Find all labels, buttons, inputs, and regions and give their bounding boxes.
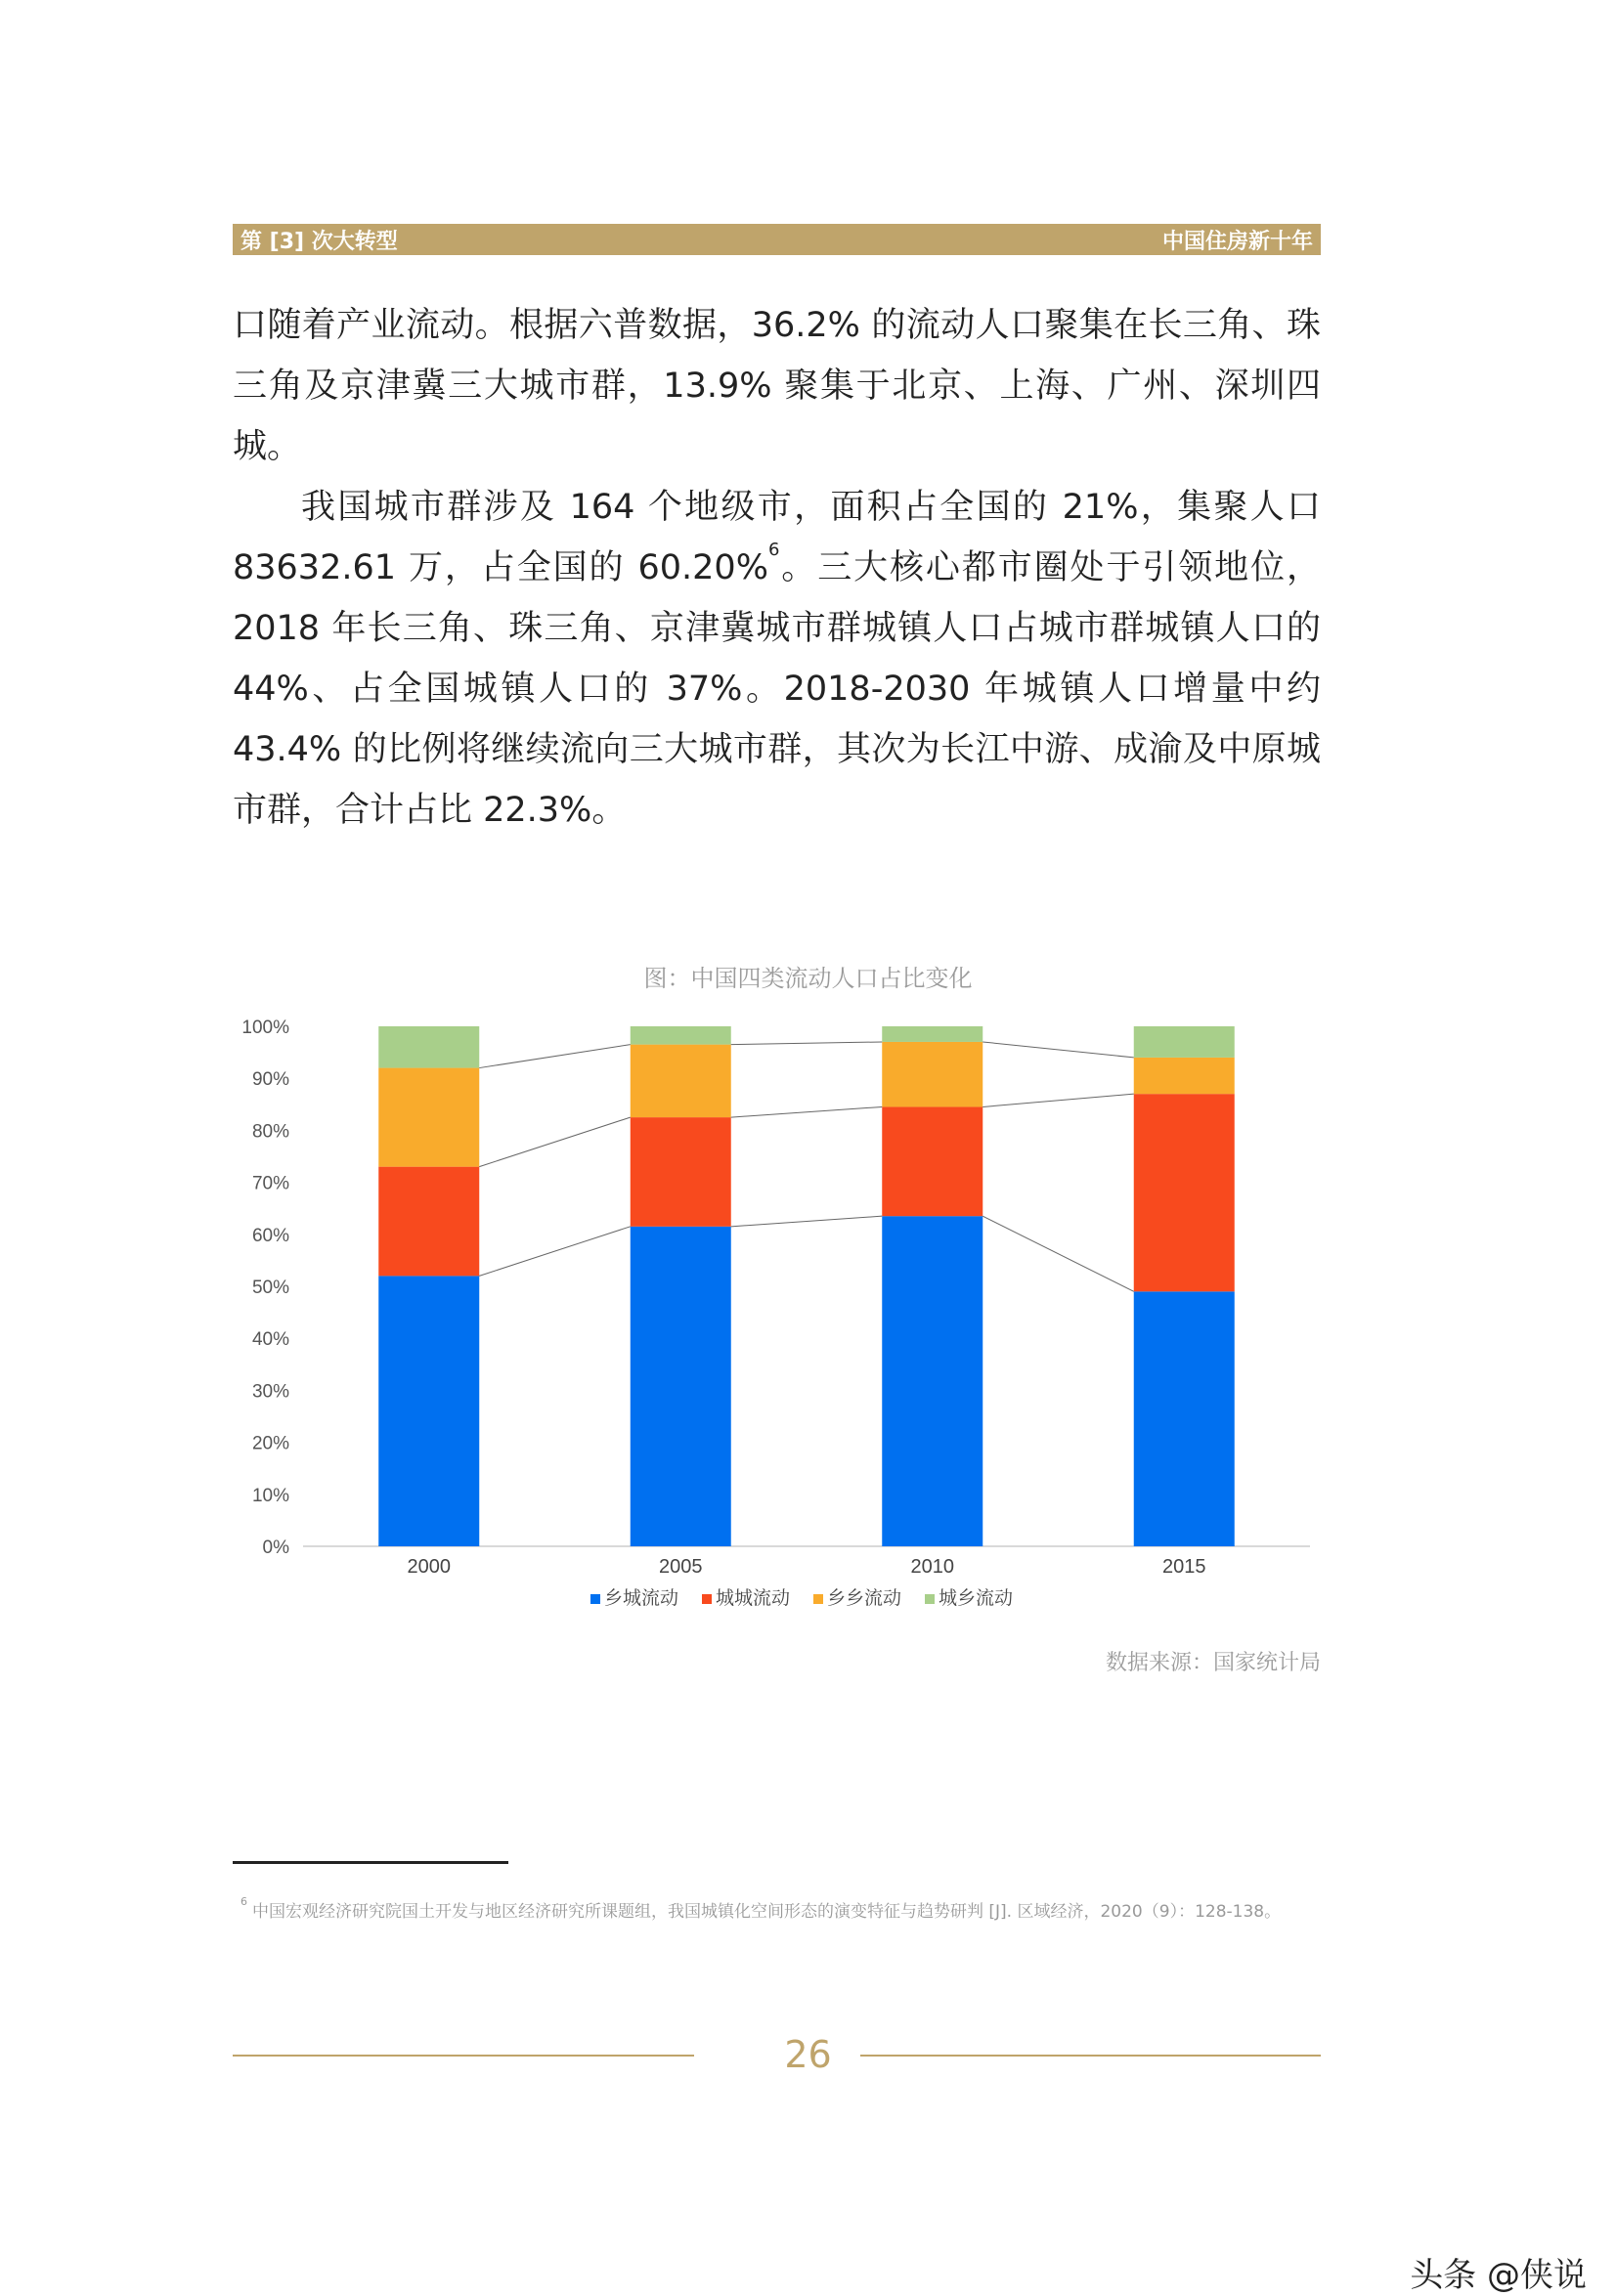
paragraph-2 <box>233 477 1321 841</box>
y-tick-label: 10% <box>251 1485 289 1506</box>
chapter-title: 第 [3] 次大转型 <box>240 229 398 254</box>
y-tick-label: 70% <box>251 1173 289 1194</box>
bar-segment <box>631 1026 731 1045</box>
bar-segment <box>378 1167 479 1277</box>
watermark: 头条 @侠说 <box>1410 2256 1587 2295</box>
x-tick-label: 2010 <box>910 1556 954 1578</box>
footnote-marker: 6 <box>240 1895 247 1908</box>
page-rule-right <box>860 2055 1321 2057</box>
bar-segment <box>882 1042 983 1107</box>
bar-segment <box>882 1216 983 1546</box>
series-line <box>479 1045 631 1068</box>
y-tick-label: 20% <box>251 1433 289 1454</box>
series-line <box>731 1042 883 1045</box>
bar-segment <box>378 1026 479 1068</box>
bar-segment <box>1134 1291 1235 1546</box>
footnote-text: 中国宏观经济研究院国土开发与地区经济研究所课题组，我国城镇化空间形态的演变特征与趋势研判 [J]. 区域经济，2020（9）：128-138。 <box>252 1902 1282 1922</box>
series-line <box>731 1106 883 1117</box>
series-line <box>983 1094 1134 1106</box>
bar-segment <box>882 1106 983 1216</box>
footnote <box>240 1895 1282 1922</box>
bar-segment <box>631 1045 731 1117</box>
y-tick-label: 100% <box>241 1018 289 1038</box>
y-tick-label: 0% <box>262 1538 289 1558</box>
series-line <box>731 1216 883 1227</box>
legend-swatch <box>925 1594 935 1604</box>
legend-label: 城城流动 <box>716 1587 791 1609</box>
legend-swatch <box>702 1594 712 1604</box>
legend-swatch <box>590 1594 600 1604</box>
legend-label: 乡城流动 <box>604 1587 679 1609</box>
y-tick-label: 40% <box>251 1329 289 1351</box>
paragraph-2-text-a: 我国城市群涉及 164 个地级市，面积占全国的 21%，集聚人口 83632.61 万，占全国的 60.20% <box>233 488 1321 587</box>
series-line <box>983 1042 1134 1058</box>
bar-segment <box>882 1026 983 1042</box>
legend-label: 城乡流动 <box>939 1587 1014 1609</box>
series-line <box>479 1117 631 1167</box>
chart-title: 图：中国四类流动人口占比变化 <box>643 965 973 992</box>
bar-segment <box>631 1117 731 1227</box>
x-tick-label: 2000 <box>407 1556 451 1578</box>
x-tick-label: 2015 <box>1162 1556 1206 1578</box>
y-tick-label: 80% <box>251 1121 289 1143</box>
y-tick-label: 60% <box>251 1225 289 1246</box>
y-tick-label: 30% <box>251 1381 289 1403</box>
bar-segment <box>1134 1058 1235 1094</box>
legend-label: 乡乡流动 <box>827 1587 902 1609</box>
bar-segment <box>631 1227 731 1546</box>
series-line <box>479 1227 631 1277</box>
paragraph-1: 口随着产业流动。根据六普数据，36.2% 的流动人口聚集在长三角、珠三角及京津冀三大城市群，13.9% 聚集于北京、上海、广州、深圳四城。 <box>233 306 1321 466</box>
footnote-divider <box>233 1861 508 1864</box>
bar-segment <box>378 1276 479 1546</box>
book-title: 中国住房新十年 <box>1161 229 1313 254</box>
y-tick-label: 90% <box>251 1069 289 1091</box>
y-tick-label: 50% <box>251 1278 289 1298</box>
data-source: 数据来源：国家统计局 <box>1105 1651 1321 1675</box>
series-line <box>983 1216 1134 1291</box>
bar-segment <box>1134 1094 1235 1291</box>
bar-segment <box>1134 1026 1235 1058</box>
paragraph-2-text-b: 。三大核心都市圈处于引领地位，2018 年长三角、珠三角、京津冀城市群城镇人口占城市群城镇人口的 44%、占全国城镇人口的 37%。2018-2030 年城镇人口增量中约 43.4% 的比例将继续流向三大城市群，其次为长江中游、成渝及中原城市群，合计占比 22.3%。 <box>233 548 1321 830</box>
legend-swatch <box>813 1594 823 1604</box>
x-tick-label: 2005 <box>659 1556 703 1578</box>
bar-segment <box>378 1068 479 1167</box>
page-number: 26 <box>784 2033 832 2076</box>
stacked-bar-chart <box>225 1002 1320 1618</box>
footnote-ref[interactable]: 6 <box>767 540 780 560</box>
running-header <box>233 224 1321 255</box>
